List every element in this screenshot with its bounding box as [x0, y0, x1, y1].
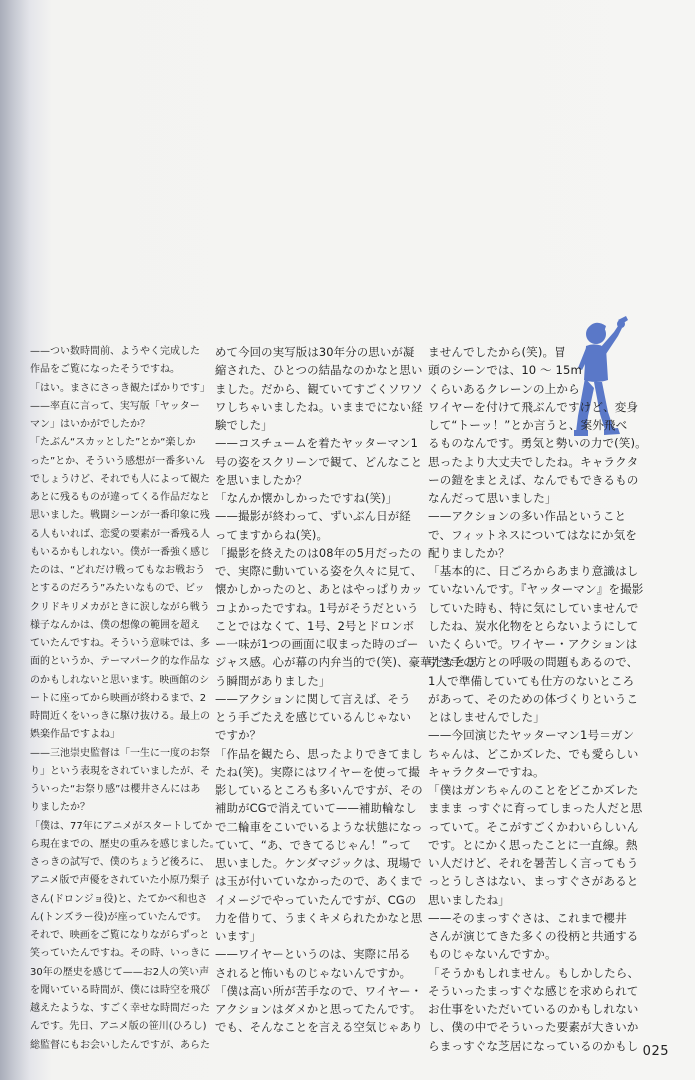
- text-line: 「そうかもしれません。もしかしたら、: [428, 965, 640, 980]
- text-line: らまっすぐな芝居になっているのかもし: [428, 1038, 639, 1053]
- text-line: る人もいれば、恋愛の要素が一番残る人: [30, 528, 210, 540]
- text-line: 引き手の方との呼吸の問題もあるので、: [428, 655, 639, 670]
- text-line: キャラクターですね。: [428, 764, 545, 779]
- text-line: お仕事をいただいているのかもしれない: [428, 1002, 639, 1016]
- text-line: 時間近くをいっきに駆け抜ける。最上の: [30, 711, 210, 722]
- text-line: いたくらいで。ワイヤー・アクションは: [428, 637, 638, 651]
- text-line: で、フィットネスについてはなにか気を: [428, 527, 637, 542]
- text-line: そういったまっすぐな感じを求められて: [428, 983, 639, 998]
- text-line: めて今回の実写版は30年分の思いが凝: [215, 345, 415, 359]
- text-line: ワイヤーを付けて飛ぶんですけど、変身: [428, 399, 639, 414]
- text-line: でも、そんなことを言える空気じゃあり: [215, 1020, 423, 1035]
- text-column-1: [30, 343, 220, 1055]
- text-line: う瞬間がありました」: [215, 673, 331, 688]
- text-line: 思いました。ケンダマジックは、現場で: [215, 856, 422, 870]
- text-line: ーの鎧をまとえば、なんでもできるもの: [428, 472, 639, 487]
- text-line: 30年の歴史を感じて——お2人の笑い声: [30, 966, 210, 978]
- text-line: 思いましたね」: [428, 892, 510, 907]
- text-line: 頭のシーンでは、10 〜 15m: [428, 363, 582, 378]
- text-line: クリドキリメカがときに涙しながら戦う: [30, 601, 210, 613]
- text-line: があって、そのための体づくりというこ: [428, 691, 639, 706]
- text-line: されると怖いものじゃないんですか。: [215, 965, 412, 980]
- text-line: を思いましたか？: [215, 472, 308, 487]
- text-line: ませんでしたから(笑)。冒: [428, 345, 566, 359]
- text-line: ——撮影が終わって、ずいぶん日が経: [215, 509, 411, 524]
- text-line: 思いました。戦闘シーンが一番印象に残: [30, 510, 210, 522]
- text-line: し、僕の中でそういった要素が大きいか: [428, 1020, 639, 1035]
- text-line: り」という表現をされていましたが、そ: [30, 765, 210, 777]
- text-line: 「はい。まさにさっき観たばかりです」: [30, 382, 210, 394]
- text-line: んです。先日、アニメ版の笹川(ひろし): [30, 1021, 207, 1033]
- text-line: 1人で準備していても仕方のないところ: [428, 673, 635, 688]
- text-line: ——今回演じたヤッターマン1号＝ガン: [428, 728, 635, 743]
- text-line: くらいあるクレーンの上から: [428, 381, 580, 396]
- text-line: ままま っすぐに育ってしまった人だと思: [428, 801, 643, 816]
- text-line: 「撮影を終えたのは08年の5月だったの: [215, 545, 422, 560]
- text-line: ——率直に言って、実写版「ヤッター: [30, 400, 200, 412]
- text-line: たのは、“どれだけ戦ってもなお戦おう: [30, 565, 206, 576]
- text-line: ていないんです。『ヤッターマン』を撮影: [428, 582, 644, 597]
- text-line: ——そのまっすぐさは、これまで櫻井: [428, 910, 627, 925]
- text-line: 思ったより大丈夫でしたね。キャラクタ: [428, 454, 639, 469]
- text-line: います」: [215, 929, 262, 943]
- text-line: 「たぶん“スカッとした”とか“楽しか: [30, 437, 196, 449]
- text-line: い人だけど、それを暑苦しく言ってもう: [428, 856, 639, 870]
- text-line: それで、映画をご覧になりながらずっと: [30, 930, 210, 941]
- text-line: さっきの試写で、僕のちょうど後ろに、: [30, 857, 210, 868]
- text-column-3: [428, 343, 647, 1055]
- text-line: あとに残るものが違ってくる作品だなと: [30, 492, 210, 503]
- text-line: 補助がCGで消えていて——補助輪なし: [215, 801, 417, 816]
- text-line: ジャス感。心が幕の内弁当的で(笑)、豪華だなと思: [215, 655, 478, 670]
- text-line: 様子なんかは、僕の想像の範囲を超え: [30, 619, 200, 631]
- text-line: 力を借りて、うまくキメられたかなと思: [215, 910, 423, 925]
- text-line: 配りましたか？: [428, 545, 510, 560]
- text-line: で、実際に動いている姿を久々に見て、: [215, 564, 423, 578]
- text-line: さんが演じてきた多くの役柄と共通する: [428, 929, 639, 943]
- text-line: 「僕は高い所が苦手なので、ワイヤー・: [215, 983, 423, 998]
- text-line: 「基本的に、日ごろからあまり意識はし: [428, 564, 639, 578]
- text-line: して“トーッ！”とか言うと、案外飛べ: [428, 418, 628, 432]
- text-line: のかもしれないと思います。映画館のシ: [30, 674, 210, 686]
- text-line: ——つい数時間前、ようやく完成した: [30, 346, 200, 357]
- text-line: 越えたような、すごく幸せな時間だった: [30, 1003, 210, 1014]
- text-line: ——コスチュームを着たヤッターマン1: [215, 436, 419, 451]
- text-line: 「僕は、77年にアニメがスタートしてか: [30, 820, 213, 832]
- text-line: った”とか、そういう感想が一番多いん: [30, 455, 206, 467]
- text-line: 笑っていたんですね。その時、いっきに: [30, 948, 210, 960]
- text-line: ートに座ってから映画が終わるまで、2: [30, 692, 207, 704]
- text-line: ものじゃないんですか。: [428, 947, 557, 962]
- text-line: たね(笑)。実際にはワイヤーを使って撮: [215, 764, 421, 779]
- text-line: 号の姿をスクリーンで観て、どんなこと: [215, 454, 423, 469]
- text-line: るものなんです。勇気と勢いの力で(笑)。: [428, 436, 647, 451]
- text-line: ——アクションの多い作品ということ: [428, 509, 627, 524]
- text-line: なんだって思いました」: [428, 491, 557, 505]
- text-line: 面的というか、テーマパーク的な作品な: [30, 656, 210, 668]
- text-line: ですか？: [215, 728, 262, 743]
- text-line: ——ワイヤーというのは、実際に吊る: [215, 947, 411, 962]
- text-line: したね、炭水化物をとらないようにして: [428, 618, 639, 633]
- text-line: マン」はいかがでしたか？: [30, 419, 150, 430]
- text-line: していた時も、特に気にしていませんで: [428, 600, 639, 615]
- text-line: ——三池崇史監督は「一生に一度のお祭: [30, 747, 210, 759]
- text-line: ちゃんは、どこかズレた、でも愛らしい: [428, 746, 639, 761]
- text-line: 「作品を観たら、思ったよりできてまし: [215, 746, 423, 761]
- text-line: 験でした」: [215, 418, 273, 432]
- text-line: ていて、“あ、できてるじゃん！”って: [215, 837, 412, 852]
- text-line: 「僕はガンちゃんのことをどこかズレた: [428, 783, 639, 797]
- text-line: は玉が付いていなかったので、あくまで: [215, 874, 423, 889]
- text-line: で二輪車をこいでいるような状態になっ: [215, 819, 423, 834]
- text-line: 「なんか懐かしかったですね(笑)」: [215, 491, 398, 505]
- text-line: アクションはダメかと思ってたんです。: [215, 1002, 422, 1016]
- text-line: っていて。そこがすごくかわいらしいん: [428, 819, 639, 834]
- text-line: ——アクションに関して言えば、そう: [215, 691, 411, 706]
- text-line: 娯楽作品ですよね」: [30, 729, 120, 741]
- text-line: ことではなくて、1号、2号とドロンボ: [215, 618, 415, 633]
- text-line: コよかったですね。1号がそうだという: [215, 600, 419, 615]
- text-line: もいるかもしれない。僕が一番強く感じ: [30, 546, 210, 558]
- text-line: ていたんですね。そういう意味では、多: [30, 638, 210, 649]
- text-line: ました。だから、観ていてすごくソワソ: [215, 381, 423, 396]
- text-line: りましたか？: [30, 802, 90, 814]
- text-line: ワしちゃいましたね。いままでにない経: [215, 399, 423, 414]
- text-line: さん(ドロンジョ役)と、たてかべ和也さ: [30, 893, 208, 905]
- page-number: 025: [642, 1044, 669, 1059]
- text-line: 総監督にもお会いしたんですが、あらた: [30, 1039, 210, 1051]
- text-line: です。とにかく思ったことに一直線。熱: [428, 837, 638, 852]
- text-line: でしょうけど、それでも人によって観た: [30, 473, 210, 485]
- text-line: イメージでやっていたんですが、CGの: [215, 892, 417, 907]
- text-line: ういった“お祭り感”は櫻井さんにはあ: [30, 784, 201, 795]
- text-line: ー一味が1つの画面に収まった時のゴー: [215, 637, 419, 651]
- text-line: 懐かしかったのと、あとはやっぱりカッ: [215, 582, 423, 597]
- text-line: ら現在までの、歴史の重みを感じました。: [30, 838, 220, 850]
- text-line: を聞いている時間が、僕には時空を飛び: [30, 984, 210, 996]
- text-line: ってますからね(笑)。: [215, 527, 329, 542]
- text-line: 縮された、ひとつの結晶なのかなと思い: [215, 363, 423, 378]
- text-line: とう手ごたえを感じているんじゃない: [215, 710, 412, 724]
- text-line: ん(トンズラー役)が座っていたんです。: [30, 911, 207, 923]
- text-line: 影しているところも多いんですが、その: [215, 783, 423, 797]
- text-line: アニメ版で声優をされていた小原乃梨子: [30, 875, 210, 887]
- text-line: とするのだろう”みたいなもので、ビッ: [30, 583, 205, 595]
- text-line: とはしませんでした」: [428, 710, 545, 724]
- text-line: 作品をご覧になったそうですね。: [30, 364, 180, 376]
- text-line: っとうしさはない、まっすぐさがあると: [428, 874, 639, 889]
